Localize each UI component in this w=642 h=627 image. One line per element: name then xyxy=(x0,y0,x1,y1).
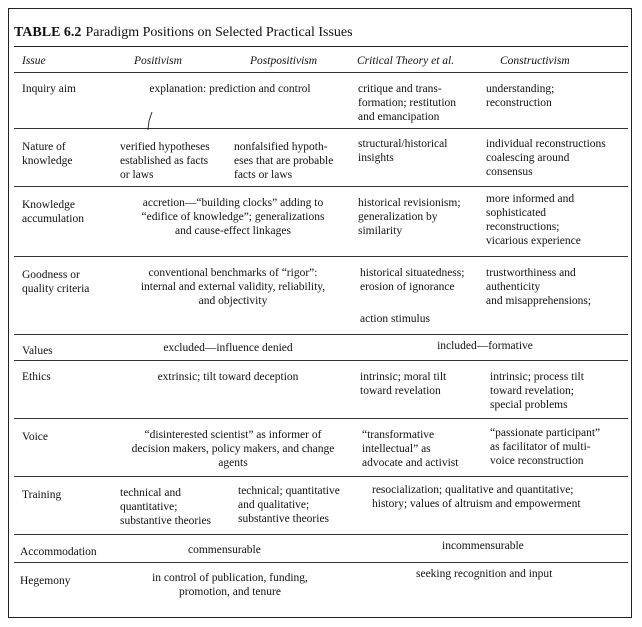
row-label-hegemony: Hegemony xyxy=(20,575,71,587)
cell-values-critical-constr: included—formative xyxy=(437,340,533,352)
header-rule xyxy=(14,72,628,73)
table-caption: Paradigm Positions on Selected Practical Issues xyxy=(85,25,353,40)
header-constructivism: Constructivism xyxy=(500,55,570,67)
cell-accumulation-critical: historical revisionism; generalization by similarity xyxy=(358,197,461,237)
cell-goodness-critical: historical situatedness; erosion of ignorance xyxy=(360,267,465,293)
cell-inquiry-constructivism: understanding; reconstruction xyxy=(486,83,555,109)
row-rule xyxy=(14,476,628,477)
cell-nature-positivism: verified hypotheses established as facts or laws xyxy=(120,141,210,181)
row-label-inquiry-aim: Inquiry aim xyxy=(22,83,76,95)
cell-ethics-constructivism: intrinsic; process tilt toward revelation; special problems xyxy=(490,371,584,411)
row-rule xyxy=(14,562,628,563)
cell-inquiry-pos-postpos: explanation: prediction and control xyxy=(149,83,311,95)
row-label-voice: Voice xyxy=(22,431,48,443)
header-postpositivism: Postpositivism xyxy=(250,55,318,67)
row-rule xyxy=(14,256,628,257)
cell-nature-postpositivism: nonfalsified hypoth- eses that are probable facts or laws xyxy=(234,141,334,181)
row-label-ethics: Ethics xyxy=(22,371,51,383)
cell-accumulation-pos-postpos: accretion—“building clocks” adding to “edifice of knowledge”; generalizations and cause-effect linkages xyxy=(141,197,325,237)
row-label-values: Values xyxy=(22,345,53,357)
cell-voice-critical: “transformative intellectual” as advocate and activist xyxy=(362,429,459,469)
row-label-nature: Nature of knowledge xyxy=(22,141,73,167)
cell-hegemony-critical-constr: seeking recognition and input xyxy=(416,568,553,580)
cell-ethics-pos-postpos: extrinsic; tilt toward deception xyxy=(157,371,299,383)
row-rule xyxy=(14,128,628,129)
cell-accumulation-constructivism: more informed and sophisticated reconstructions; vicarious experience xyxy=(486,193,581,247)
cell-training-critical-constr: resocialization; qualitative and quantitative; history; values of altruism and empowerment xyxy=(372,484,581,510)
row-label-goodness: Goodness or quality criteria xyxy=(22,269,90,295)
cell-training-postpositivism: technical; quantitative and qualitative; substantive theories xyxy=(238,485,340,525)
header-critical-theory: Critical Theory et al. xyxy=(357,55,455,67)
cell-inquiry-critical: critique and trans- formation; restitution and emancipation xyxy=(358,83,457,123)
row-rule xyxy=(14,418,628,419)
row-label-accumulation: Knowledge accumulation xyxy=(22,199,84,225)
cell-nature-critical: structural/historical insights xyxy=(358,138,448,164)
cell-voice-constructivism: “passionate participant” as facilitator of multi- voice reconstruction xyxy=(490,427,601,467)
row-rule xyxy=(14,186,628,187)
row-rule xyxy=(14,334,628,335)
cell-goodness-action-stimulus: action stimulus xyxy=(360,313,430,325)
cell-voice-pos-postpos: “disinterested scientist” as informer of decision makers, policy makers, and change agents xyxy=(131,429,335,469)
cell-ethics-critical: intrinsic; moral tilt toward revelation xyxy=(360,371,447,397)
cell-accommodation-critical-constr: incommensurable xyxy=(442,540,524,552)
title-rule xyxy=(14,46,628,47)
row-rule xyxy=(14,534,628,535)
cell-values-pos-postpos: excluded—influence denied xyxy=(163,342,293,354)
header-issue: Issue xyxy=(22,55,46,67)
cell-accommodation-pos-postpos: commensurable xyxy=(188,544,261,556)
cell-hegemony-pos-postpos: in control of publication, funding, promotion, and tenure xyxy=(152,572,308,598)
row-rule xyxy=(14,360,628,361)
row-label-training: Training xyxy=(22,489,62,501)
row-label-accommodation: Accommodation xyxy=(20,546,97,558)
cell-training-positivism: technical and quantitative; substantive theories xyxy=(120,487,212,527)
cell-nature-constructivism: individual reconstructions coalescing around consensus xyxy=(486,138,606,178)
cell-goodness-pos-postpos: conventional benchmarks of “rigor”: internal and external validity, reliability, and objectivity xyxy=(140,267,326,307)
table-title xyxy=(14,25,353,41)
header-positivism: Positivism xyxy=(134,55,182,67)
table-number: TABLE 6.2 xyxy=(14,25,82,40)
cell-goodness-constructivism: trustworthiness and authenticity and misapprehensions; xyxy=(486,267,592,307)
